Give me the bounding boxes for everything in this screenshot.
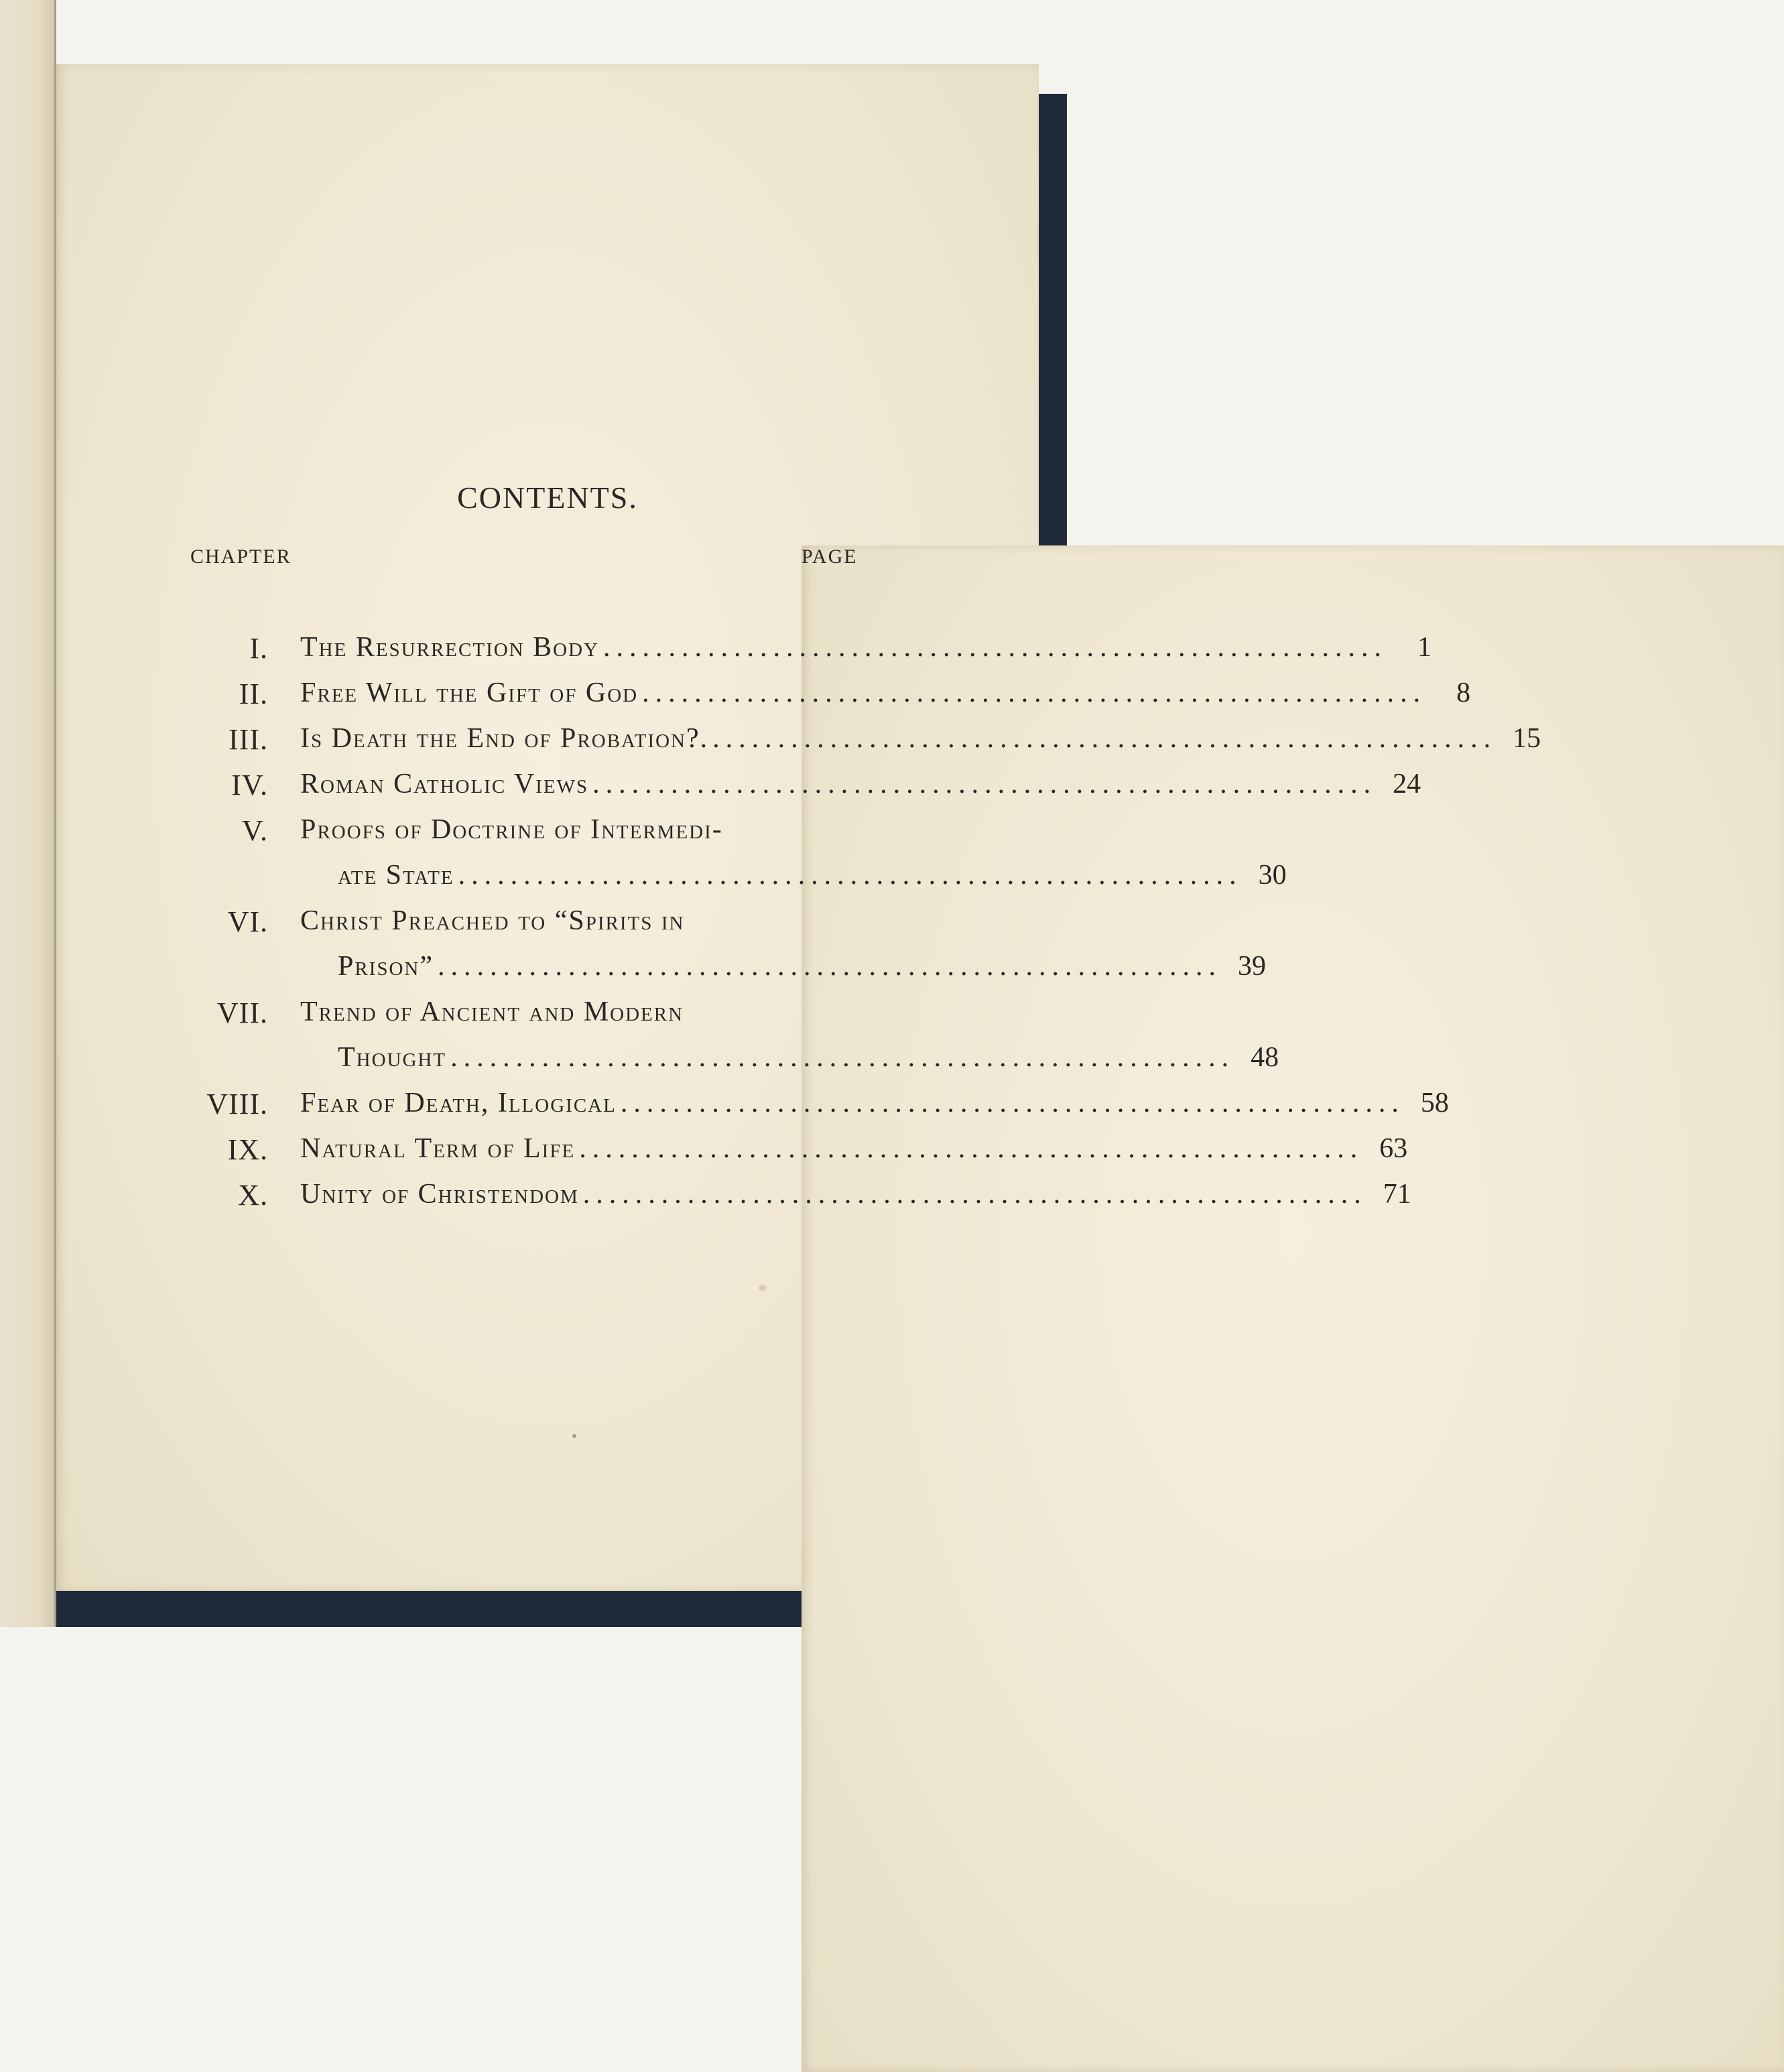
- chapter-title: Thought: [338, 1042, 447, 1073]
- chapter-title-line: [338, 859, 1287, 891]
- dot-leader: ............................................................: [642, 677, 1427, 708]
- page-number: 63: [1379, 1133, 1408, 1164]
- chapter-title: Proofs of Doctrine of Intermedi-: [300, 814, 723, 845]
- dot-leader: ............................................................: [579, 1133, 1364, 1164]
- chapter-number: I.: [249, 632, 268, 665]
- chapter-number: VII.: [216, 996, 268, 1029]
- dot-leader: ............................................................: [712, 723, 1497, 754]
- chapter-number: X.: [238, 1179, 268, 1212]
- chapter-title-line: [338, 1041, 1279, 1074]
- chapter-title: Free Will the Gift of God: [300, 677, 639, 708]
- page-number: 48: [1251, 1042, 1279, 1073]
- chapter-title: Unity of Christendom: [300, 1179, 579, 1210]
- dot-leader: ............................................................: [602, 632, 1387, 663]
- table-of-contents: [56, 64, 1541, 1591]
- dot-leader: ............................................................: [582, 1179, 1367, 1210]
- chapter-title-line: [300, 1087, 1449, 1119]
- chapter-title-line: [300, 768, 1421, 800]
- chapter-title: ate State: [338, 860, 454, 891]
- chapter-number: II.: [239, 677, 268, 710]
- chapter-title: The Resurrection Body: [300, 632, 599, 663]
- chapter-title: Prison”: [338, 951, 434, 982]
- chapter-title: Christ Preached to “Spirits in: [300, 905, 685, 936]
- chapter-number: IV.: [231, 769, 268, 801]
- page-number: 39: [1238, 951, 1267, 982]
- chapter-title-line: [300, 1132, 1408, 1165]
- page-number: 24: [1393, 769, 1421, 799]
- page-number: 15: [1513, 723, 1541, 754]
- page-number: 8: [1456, 677, 1471, 708]
- chapter-title-line: [338, 950, 1267, 982]
- chapter-title-line: [300, 722, 1541, 755]
- chapter-title-line: [300, 814, 875, 846]
- toc-entries: [56, 64, 1541, 1591]
- chapter-column-header: CHAPTER: [190, 545, 292, 568]
- dot-leader: ............................................................: [620, 1088, 1405, 1118]
- page-number: 58: [1420, 1088, 1449, 1118]
- chapter-title-line: [300, 631, 1431, 663]
- chapter-title: Natural Term of Life: [300, 1133, 576, 1164]
- facing-page-edge: [0, 0, 56, 1627]
- chapter-number: VIII.: [206, 1088, 268, 1120]
- chapter-title: Fear of Death, Illogical: [300, 1088, 617, 1118]
- chapter-number: III.: [229, 723, 268, 756]
- chapter-title: Is Death the End of Probation?.: [300, 723, 709, 754]
- chapter-number: IX.: [227, 1133, 268, 1166]
- page-number: 71: [1383, 1179, 1411, 1210]
- chapter-title-line: [300, 677, 1471, 709]
- page-number: 1: [1417, 632, 1431, 663]
- dot-leader: ............................................................: [458, 860, 1243, 891]
- chapter-title: Trend of Ancient and Modern: [300, 996, 684, 1027]
- chapter-number: VI.: [227, 905, 268, 938]
- dot-leader: ............................................................: [592, 769, 1377, 799]
- book-page: [56, 64, 1541, 1591]
- contents-title: CONTENTS.: [457, 480, 638, 515]
- chapter-title: Roman Catholic Views: [300, 769, 589, 799]
- chapter-title-line: [300, 905, 875, 937]
- chapter-number: V.: [241, 814, 268, 847]
- page-number: 30: [1258, 860, 1287, 891]
- chapter-title-line: [300, 996, 875, 1028]
- dot-leader: ............................................................: [450, 1042, 1235, 1073]
- page-column-header: PAGE: [802, 545, 1784, 2072]
- dot-leader: ............................................................: [438, 951, 1222, 982]
- chapter-title-line: [300, 1178, 1411, 1210]
